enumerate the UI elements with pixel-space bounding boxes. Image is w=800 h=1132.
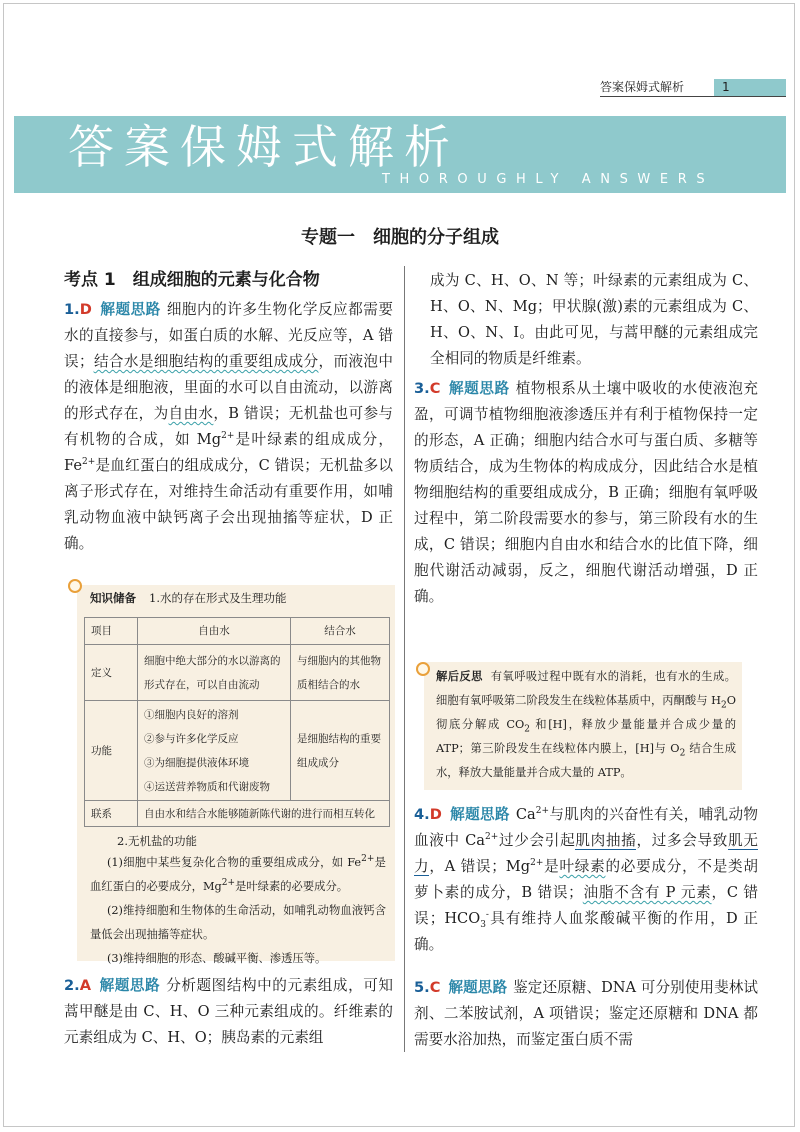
knowledge-paragraph: (3)维持细胞的形态、酸碱平衡、渗透压等。 bbox=[106, 952, 327, 965]
table-cell: 是细胞结构的重要组成成分 bbox=[291, 701, 390, 801]
table-cell: 功能 bbox=[85, 701, 138, 801]
superscript: 2+ bbox=[221, 431, 235, 442]
lightbulb-icon bbox=[416, 662, 430, 676]
water-table bbox=[84, 617, 390, 827]
table-header-cell: 项目 bbox=[85, 618, 138, 645]
superscript: 2+ bbox=[81, 457, 96, 468]
q4-text: 具有维持人血浆酸碱平衡的作用，D 正确。 bbox=[414, 910, 759, 953]
title-banner bbox=[14, 116, 786, 193]
q1-text: 是血红蛋白的组成成分，C 错误；无机盐多以离子形式存在，对维持生命活动有重要作用，如哺乳动物血液中缺钙离子会出现抽搐等症状，D 正确。 bbox=[64, 457, 393, 552]
analysis-label: 解题思路 bbox=[449, 806, 510, 823]
q2-text: 分析题图结构中的元素组成，可知蒿甲醚是由 C、H、O 三种元素组成的。纤维素的元素组成为 C、H、O；胰岛素的元素组 bbox=[64, 977, 393, 1046]
lightbulb-icon bbox=[68, 579, 82, 593]
q4-text: ，C 错误；HCO bbox=[414, 884, 758, 927]
knowledge-box bbox=[77, 585, 395, 965]
question-number: 5. bbox=[414, 979, 430, 996]
q1-text: ，B 错误；无机盐也可参与有机物的合成，如 Mg bbox=[64, 405, 393, 448]
list-item: ④运送营养物质和代谢废物 bbox=[144, 780, 270, 793]
table-cell: 自由水和结合水能够随新陈代谢的进行而相互转化 bbox=[138, 801, 390, 827]
q3-text: 植物根系从土壤中吸收的水使液泡充盈，可调节植物细胞液渗透压并有利于植物保持一定的形态，A 正确；细胞内结合水可与蛋白质、多糖等物质结合，成为生物体的构成成分，因此结合水是植物细胞结构的重要组成成分，B 正确；细胞有氧呼吸过程中，第二阶段需要水的参与，第三阶段有水的生成，C 错误；细胞内自由水和结合水的比值下降，细胞代谢活动减弱，反之，细胞代谢活动增强，D 正确。 bbox=[414, 380, 758, 605]
superscript: 2+ bbox=[221, 878, 236, 889]
q1-text: ，而液泡中的液体是细胞液，里面的水可以自由流动，以游离的形式存在，为 bbox=[64, 353, 393, 422]
knowledge-paragraph bbox=[90, 851, 386, 899]
subscript: 3 bbox=[480, 919, 486, 930]
reflection-text bbox=[436, 665, 736, 785]
q4-underline: 肌肉抽搐 bbox=[575, 832, 637, 849]
page-number-box bbox=[714, 79, 786, 96]
knowledge-paragraph: (2)维持细胞和生物体的生命活动，如哺乳动物血液钙含量低会出现抽搐等症状。 bbox=[90, 904, 386, 941]
column-divider bbox=[404, 266, 405, 1052]
question-number: 3. bbox=[414, 380, 430, 397]
table-row bbox=[85, 801, 390, 827]
table-row bbox=[85, 645, 390, 701]
subscript: 2 bbox=[524, 724, 530, 735]
answer-letter: A bbox=[79, 977, 91, 994]
question-number: 2. bbox=[64, 977, 80, 994]
knowledge-section-2: 2.无机盐的功能 bbox=[117, 834, 197, 848]
q4-highlight: 油脂不含有 P 元素 bbox=[582, 884, 712, 901]
topic-title: 专题一 细胞的分子组成 bbox=[301, 227, 499, 248]
reflection-box bbox=[424, 662, 742, 790]
reflection-segment: 和[H]，释放少量能量并合成少量的 ATP；第三阶段发生在线粒体内膜上，[H]与 O bbox=[436, 718, 736, 755]
q1-highlight-bound-water: 结合水是细胞结构的重要组成成分 bbox=[93, 353, 319, 370]
banner-subtitle: THOROUGHLY ANSWERS bbox=[382, 172, 715, 187]
subscript: 2 bbox=[679, 748, 686, 759]
table-row bbox=[85, 618, 390, 645]
question-2-continued: 成为 C、H、O、N 等；叶绿素的元素组成为 C、H、O、N、Mg；甲状腺(激)素的元素组成为 C、H、O、N、I。由此可见，与蒿甲醚的元素组成完全相同的物质是纤维素。 bbox=[430, 272, 758, 367]
answer-letter: C bbox=[429, 380, 441, 397]
q4-underline: 肌无力 bbox=[414, 832, 758, 875]
subscript: 2 bbox=[721, 700, 727, 711]
page-number: 1 bbox=[722, 80, 730, 94]
banner-title: 答案保姆式解析 bbox=[68, 120, 460, 174]
running-header bbox=[600, 79, 786, 96]
question-4 bbox=[414, 802, 758, 958]
answer-letter: D bbox=[79, 301, 92, 318]
table-cell: 细胞中绝大部分的水以游离的形式存在，可以自由流动 bbox=[138, 645, 291, 701]
table-header-cell: 结合水 bbox=[291, 618, 390, 645]
reflection-title: 解后反思 bbox=[436, 670, 483, 683]
reflection-segment: O 彻底分解成 CO bbox=[436, 694, 736, 731]
q1-text: 是叶绿素的组成成分，Fe bbox=[64, 431, 393, 474]
knowledge-body bbox=[90, 851, 386, 971]
question-number: 4. bbox=[414, 806, 430, 823]
question-1 bbox=[64, 297, 393, 557]
q4-text: 与肌肉的兴奋性有关，哺乳动物血液中 Ca bbox=[414, 806, 758, 849]
table-cell: 定义 bbox=[85, 645, 138, 701]
table-row bbox=[85, 701, 390, 801]
header-rule bbox=[600, 96, 786, 97]
list-item: ①细胞内良好的溶剂 bbox=[144, 708, 239, 721]
question-number: 1. bbox=[64, 301, 80, 318]
q4-text: 的必要成分，不是类胡萝卜素的成分，B 错误； bbox=[414, 858, 758, 901]
q4-text: Ca bbox=[515, 806, 536, 823]
table-header-cell: 自由水 bbox=[138, 618, 291, 645]
superscript: 2+ bbox=[485, 832, 499, 843]
table-cell: 与细胞内的其他物质相结合的水 bbox=[291, 645, 390, 701]
superscript: 2+ bbox=[361, 854, 375, 865]
table-cell: 联系 bbox=[85, 801, 138, 827]
knowledge-text: 是叶绿素的必要成分。 bbox=[235, 880, 349, 893]
q4-highlight: 叶绿素 bbox=[559, 858, 606, 875]
q4-text: ，过多会导致 bbox=[636, 832, 729, 849]
answer-letter: C bbox=[429, 979, 441, 996]
knowledge-text: (1)细胞中某些复杂化合物的重要组成成分，如 Fe bbox=[106, 856, 362, 869]
q4-text: ，A 错误；Mg bbox=[429, 858, 531, 875]
q5-text: 鉴定还原糖、DNA 可分别使用斐林试剂、二苯胺试剂，A 项错误；鉴定还原糖和 DNA 都需要水浴加热，而鉴定蛋白质不需 bbox=[414, 979, 758, 1048]
q1-highlight-free-water: 自由水 bbox=[168, 405, 214, 422]
reflection-segment: 有氧呼吸过程中既有水的消耗，也有水的生成。细胞有氧呼吸第二阶段发生在线粒体基质中，丙酮酸与 H bbox=[436, 670, 736, 707]
analysis-label: 解题思路 bbox=[448, 380, 510, 397]
superscript: - bbox=[485, 910, 489, 921]
knowledge-text: 是血红蛋白的必要成分，Mg bbox=[90, 856, 386, 893]
list-item: ②参与许多化学反应 bbox=[144, 732, 239, 745]
analysis-label: 解题思路 bbox=[99, 301, 161, 318]
analysis-label: 解题思路 bbox=[448, 979, 508, 996]
section-title: 考点 1 组成细胞的元素与化合物 bbox=[64, 270, 320, 290]
list-item: ③为细胞提供液体环境 bbox=[144, 756, 249, 769]
reflection-segment: 结合生成水，释放大量能量并合成大量的 ATP。 bbox=[436, 742, 737, 779]
superscript: 2+ bbox=[530, 858, 544, 869]
question-3 bbox=[414, 376, 758, 610]
q4-text: 是 bbox=[543, 858, 560, 875]
knowledge-title: 知识储备 bbox=[90, 591, 136, 605]
question-2 bbox=[64, 973, 393, 1051]
analysis-label: 解题思路 bbox=[99, 977, 161, 994]
q4-text: 过少会引起 bbox=[498, 832, 576, 849]
running-title: 答案保姆式解析 bbox=[600, 80, 685, 94]
question-5 bbox=[414, 975, 758, 1053]
answer-letter: D bbox=[429, 806, 442, 823]
q1-text: 细胞内的许多生物化学反应都需要水的直接参与，如蛋白质的水解、光反应等，A 错误； bbox=[64, 301, 393, 370]
table-cell bbox=[138, 701, 291, 801]
knowledge-subtitle: 1.水的存在形式及生理功能 bbox=[149, 591, 287, 605]
superscript: 2+ bbox=[535, 806, 550, 817]
